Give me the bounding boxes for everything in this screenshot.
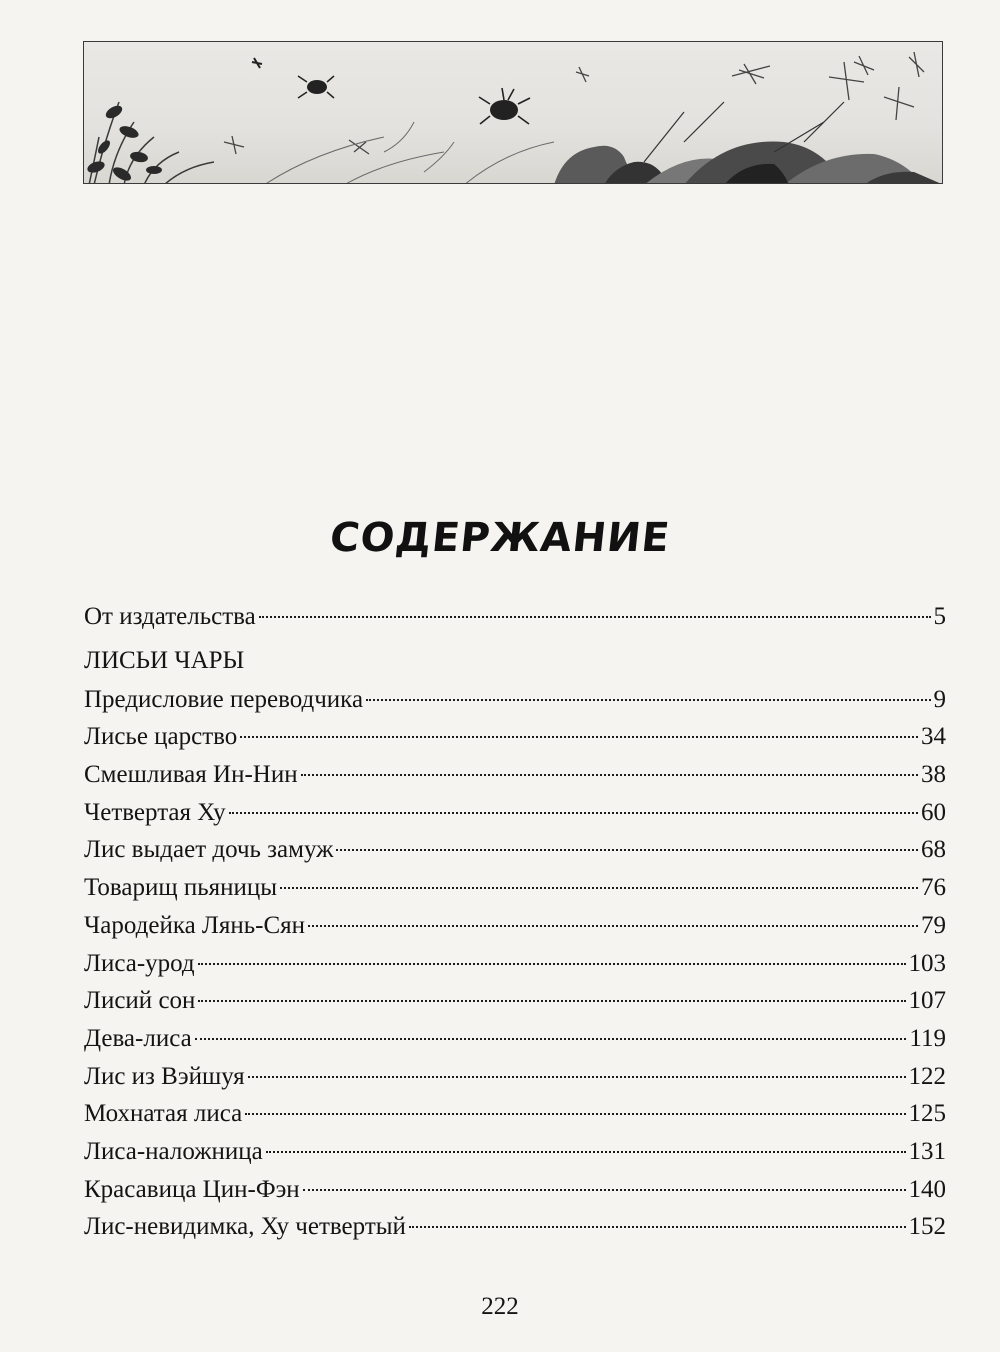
toc-entry [84,869,946,907]
dot-leader [195,1038,907,1040]
show-through-text-background [88,222,948,552]
toc-entry-page: 152 [908,1213,946,1241]
toc-entry-page: 38 [921,761,946,789]
toc-entry-title: Лис из Вэйшуя [84,1062,245,1090]
ink-painting-insects-grass-icon [84,42,943,184]
dot-leader [248,1076,906,1078]
toc-entry-page: 131 [908,1137,946,1165]
toc-entry-page: 119 [909,1024,946,1052]
dot-leader [259,616,931,618]
toc-entry-page: 9 [933,685,946,713]
decorative-illustration-banner [83,41,943,184]
dot-leader [198,1000,905,1002]
toc-entry [84,1058,946,1096]
toc-entry [84,1095,946,1133]
dot-leader [245,1113,905,1115]
toc-entry-title: Товарищ пьяницы [84,874,278,902]
toc-entry-title: Лис выдает дочь замуж [84,836,334,864]
table-of-contents [84,598,946,1246]
dot-leader [409,1226,906,1228]
toc-entry-page: 79 [921,911,946,939]
toc-entry-title: Лис-невидимка, Ху четвертый [84,1213,406,1241]
toc-entry-title: Чародейка Лянь-Сян [84,911,306,939]
toc-entry [84,1171,946,1209]
toc-entry-title: Лиса-урод [84,949,195,977]
toc-entry [84,982,946,1020]
toc-entry-title: Дева-лиса [84,1024,192,1052]
toc-entry [84,1208,946,1246]
toc-entry-title: От издательства [84,603,256,630]
toc-entry [84,1020,946,1058]
dot-leader [336,849,918,851]
toc-entry [84,907,946,945]
dot-leader [229,812,918,814]
toc-entry-page: 60 [921,798,946,826]
page-number: 222 [481,1293,519,1320]
dot-leader [240,736,918,738]
toc-entry-page: 103 [908,949,946,977]
toc-entry [84,756,946,794]
toc-entry-page: 5 [933,603,946,630]
toc-entry [84,794,946,832]
toc-entry-page: 34 [921,723,946,751]
toc-entry-page: 107 [908,987,946,1015]
toc-entry [84,718,946,756]
toc-entry-title: Лисий сон [84,987,196,1015]
toc-entry [84,598,946,636]
toc-section-heading: ЛИСЬИ ЧАРЫ [84,646,245,674]
toc-entry-title: Красавица Цин-Фэн [84,1175,300,1203]
toc-entry-page: 68 [921,836,946,864]
toc-entry [84,1133,946,1171]
toc-entry-title: Лиса-наложница [84,1137,263,1165]
toc-entry-page: 140 [908,1175,946,1203]
dot-leader [266,1151,906,1153]
toc-entry [84,831,946,869]
toc-entry-page: 76 [921,874,946,902]
table-of-contents-title: СОДЕРЖАНИЕ [327,515,673,561]
toc-entry-page: 125 [908,1100,946,1128]
toc-entry-title: Смешливая Ин-Нин [84,761,298,789]
toc-entry-title: Предисловие переводчика [84,685,364,713]
toc-entry-title: Лисье царство [84,723,238,751]
toc-entry-title: Четвертая Ху [84,798,226,826]
dot-leader [301,774,918,776]
dot-leader [280,887,918,889]
dot-leader [198,963,906,965]
toc-entry [84,945,946,983]
toc-entry-page: 122 [908,1062,946,1090]
toc-entry-title: Мохнатая лиса [84,1100,243,1128]
dot-leader [366,699,930,701]
toc-entry [84,681,946,719]
dot-leader [308,925,918,927]
dot-leader [303,1189,906,1191]
